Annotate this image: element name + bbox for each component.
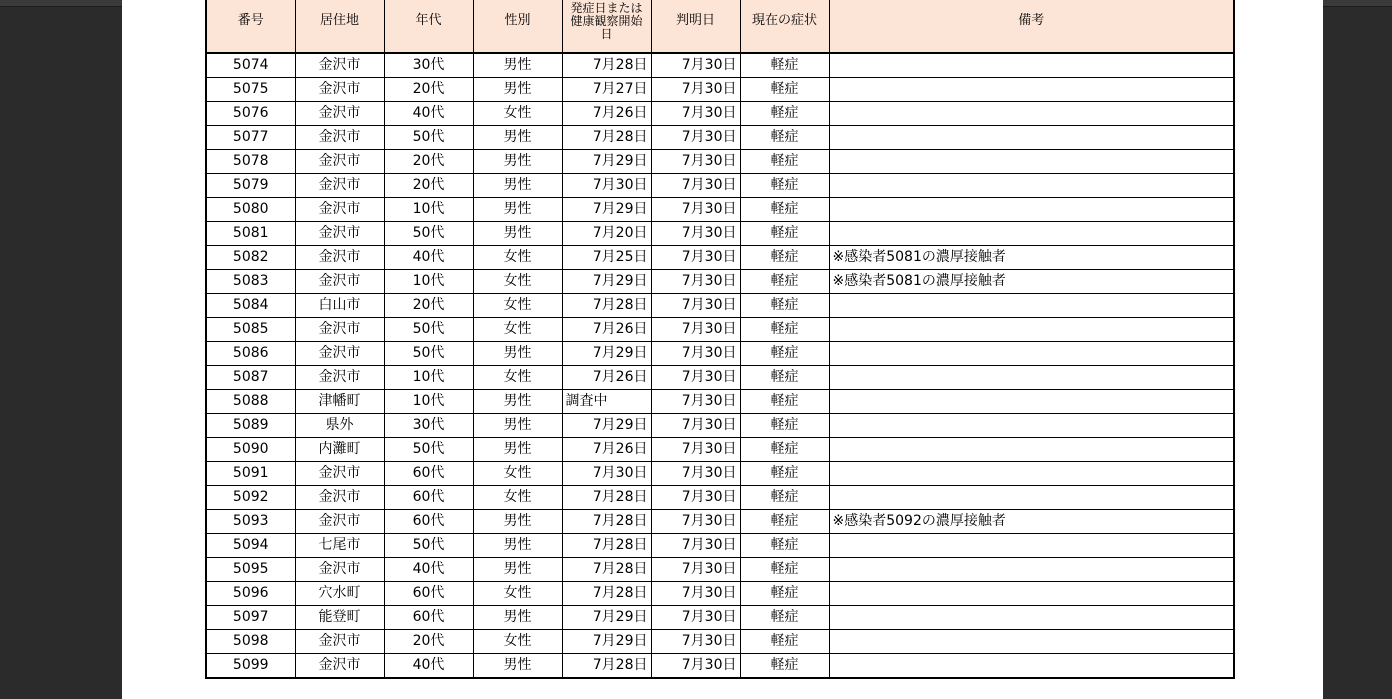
cell-no: 5089	[206, 414, 295, 438]
table-row	[206, 366, 1234, 390]
cell-confirmed-date: 7月30日	[651, 222, 740, 246]
cell-sex: 男性	[473, 174, 562, 198]
header-remarks: 備考	[829, 0, 1234, 53]
cell-confirmed-date: 7月30日	[651, 582, 740, 606]
cell-status: 軽症	[740, 486, 829, 510]
cell-age: 10代	[384, 390, 473, 414]
cell-no: 5077	[206, 126, 295, 150]
cell-remarks: ※感染者5081の濃厚接触者	[829, 246, 1234, 270]
cell-remarks	[829, 606, 1234, 630]
table-row	[206, 558, 1234, 582]
cell-no: 5076	[206, 102, 295, 126]
cell-status: 軽症	[740, 270, 829, 294]
cell-age: 40代	[384, 102, 473, 126]
cell-sex: 女性	[473, 462, 562, 486]
cell-onset-date: 7月28日	[562, 534, 651, 558]
cell-sex: 男性	[473, 558, 562, 582]
cell-sex: 男性	[473, 510, 562, 534]
cell-status: 軽症	[740, 294, 829, 318]
cell-remarks	[829, 318, 1234, 342]
table-row	[206, 318, 1234, 342]
cell-confirmed-date: 7月30日	[651, 558, 740, 582]
cell-no: 5096	[206, 582, 295, 606]
cell-remarks	[829, 102, 1234, 126]
cell-status: 軽症	[740, 102, 829, 126]
cell-no: 5082	[206, 246, 295, 270]
cell-age: 60代	[384, 486, 473, 510]
cell-age: 20代	[384, 150, 473, 174]
cell-onset-date: 7月26日	[562, 438, 651, 462]
cell-onset-date: 7月29日	[562, 606, 651, 630]
cell-sex: 男性	[473, 390, 562, 414]
cell-status: 軽症	[740, 342, 829, 366]
cell-status: 軽症	[740, 414, 829, 438]
cell-age: 50代	[384, 534, 473, 558]
table-row	[206, 294, 1234, 318]
cell-sex: 女性	[473, 630, 562, 654]
cell-remarks	[829, 654, 1234, 679]
table-row	[206, 270, 1234, 294]
cell-confirmed-date: 7月30日	[651, 294, 740, 318]
table-row	[206, 438, 1234, 462]
cell-onset-date: 7月29日	[562, 630, 651, 654]
table-row	[206, 390, 1234, 414]
cell-age: 30代	[384, 53, 473, 78]
cell-age: 10代	[384, 270, 473, 294]
cell-confirmed-date: 7月30日	[651, 150, 740, 174]
header-onset-date: 発症日または健康観察開始日	[562, 0, 651, 53]
cell-remarks	[829, 366, 1234, 390]
cell-status: 軽症	[740, 606, 829, 630]
cell-confirmed-date: 7月30日	[651, 318, 740, 342]
cell-no: 5091	[206, 462, 295, 486]
header-no: 番号	[206, 0, 295, 53]
cell-onset-date: 7月28日	[562, 486, 651, 510]
cell-no: 5099	[206, 654, 295, 679]
cell-remarks	[829, 198, 1234, 222]
cell-status: 軽症	[740, 126, 829, 150]
cell-status: 軽症	[740, 630, 829, 654]
table-row	[206, 606, 1234, 630]
cell-status: 軽症	[740, 53, 829, 78]
cell-no: 5080	[206, 198, 295, 222]
cell-sex: 男性	[473, 53, 562, 78]
cell-remarks	[829, 150, 1234, 174]
cell-no: 5088	[206, 390, 295, 414]
table-row	[206, 222, 1234, 246]
cell-status: 軽症	[740, 654, 829, 679]
cell-confirmed-date: 7月30日	[651, 270, 740, 294]
table-row	[206, 510, 1234, 534]
cell-remarks	[829, 558, 1234, 582]
cell-onset-date: 7月29日	[562, 150, 651, 174]
cell-no: 5081	[206, 222, 295, 246]
table-row	[206, 462, 1234, 486]
cell-remarks	[829, 294, 1234, 318]
cell-residence: 金沢市	[295, 318, 384, 342]
cell-no: 5092	[206, 486, 295, 510]
cell-residence: 県外	[295, 414, 384, 438]
cell-status: 軽症	[740, 174, 829, 198]
cell-age: 50代	[384, 438, 473, 462]
cell-status: 軽症	[740, 318, 829, 342]
cell-confirmed-date: 7月30日	[651, 246, 740, 270]
cell-age: 10代	[384, 366, 473, 390]
cell-confirmed-date: 7月30日	[651, 78, 740, 102]
cell-remarks	[829, 342, 1234, 366]
cell-onset-date: 7月28日	[562, 510, 651, 534]
cell-status: 軽症	[740, 150, 829, 174]
cell-no: 5098	[206, 630, 295, 654]
cell-no: 5093	[206, 510, 295, 534]
cell-residence: 金沢市	[295, 126, 384, 150]
cell-residence: 金沢市	[295, 150, 384, 174]
cell-sex: 男性	[473, 438, 562, 462]
cell-residence: 津幡町	[295, 390, 384, 414]
cell-confirmed-date: 7月30日	[651, 462, 740, 486]
cell-no: 5095	[206, 558, 295, 582]
header-status: 現在の症状	[740, 0, 829, 53]
cell-confirmed-date: 7月30日	[651, 414, 740, 438]
cell-onset-date: 7月30日	[562, 174, 651, 198]
table-row	[206, 582, 1234, 606]
cell-residence: 金沢市	[295, 510, 384, 534]
cell-no: 5084	[206, 294, 295, 318]
cell-residence: 穴水町	[295, 582, 384, 606]
table-row	[206, 414, 1234, 438]
cell-onset-date: 7月28日	[562, 558, 651, 582]
cell-remarks: ※感染者5092の濃厚接触者	[829, 510, 1234, 534]
cell-no: 5090	[206, 438, 295, 462]
cell-confirmed-date: 7月30日	[651, 606, 740, 630]
cell-confirmed-date: 7月30日	[651, 438, 740, 462]
cell-sex: 男性	[473, 126, 562, 150]
cell-residence: 金沢市	[295, 366, 384, 390]
cell-residence: 金沢市	[295, 486, 384, 510]
cell-onset-date: 7月30日	[562, 462, 651, 486]
cell-no: 5097	[206, 606, 295, 630]
cell-no: 5086	[206, 342, 295, 366]
table-row	[206, 78, 1234, 102]
cell-residence: 金沢市	[295, 462, 384, 486]
cell-age: 10代	[384, 198, 473, 222]
cell-no: 5094	[206, 534, 295, 558]
cell-confirmed-date: 7月30日	[651, 630, 740, 654]
cell-residence: 内灘町	[295, 438, 384, 462]
cell-age: 30代	[384, 414, 473, 438]
cell-onset-date: 7月29日	[562, 198, 651, 222]
cell-sex: 男性	[473, 222, 562, 246]
cell-onset-date: 7月28日	[562, 126, 651, 150]
cell-remarks	[829, 174, 1234, 198]
cell-residence: 金沢市	[295, 246, 384, 270]
cell-residence: 白山市	[295, 294, 384, 318]
table-row	[206, 174, 1234, 198]
cell-age: 40代	[384, 654, 473, 679]
cell-residence: 金沢市	[295, 174, 384, 198]
cell-age: 20代	[384, 630, 473, 654]
cell-onset-date: 7月29日	[562, 414, 651, 438]
table-row	[206, 342, 1234, 366]
cell-onset-date: 調査中	[562, 390, 651, 414]
cell-remarks	[829, 438, 1234, 462]
cell-age: 60代	[384, 462, 473, 486]
cell-status: 軽症	[740, 222, 829, 246]
cell-sex: 女性	[473, 366, 562, 390]
cell-sex: 男性	[473, 78, 562, 102]
cell-residence: 金沢市	[295, 222, 384, 246]
cell-status: 軽症	[740, 390, 829, 414]
cell-sex: 女性	[473, 318, 562, 342]
header-sex: 性別	[473, 0, 562, 53]
cell-residence: 金沢市	[295, 270, 384, 294]
cell-confirmed-date: 7月30日	[651, 342, 740, 366]
cell-confirmed-date: 7月30日	[651, 654, 740, 679]
cell-status: 軽症	[740, 366, 829, 390]
cell-confirmed-date: 7月30日	[651, 198, 740, 222]
cell-remarks	[829, 53, 1234, 78]
table-row	[206, 246, 1234, 270]
header-row	[206, 0, 1234, 53]
header-residence: 居住地	[295, 0, 384, 53]
cell-confirmed-date: 7月30日	[651, 102, 740, 126]
cell-sex: 男性	[473, 198, 562, 222]
cell-sex: 男性	[473, 654, 562, 679]
cell-onset-date: 7月26日	[562, 318, 651, 342]
table-row	[206, 198, 1234, 222]
cell-age: 40代	[384, 558, 473, 582]
cell-onset-date: 7月26日	[562, 102, 651, 126]
cell-sex: 女性	[473, 486, 562, 510]
cell-remarks	[829, 126, 1234, 150]
cell-remarks	[829, 582, 1234, 606]
cell-onset-date: 7月28日	[562, 582, 651, 606]
cell-status: 軽症	[740, 558, 829, 582]
cell-no: 5079	[206, 174, 295, 198]
cell-confirmed-date: 7月30日	[651, 366, 740, 390]
cell-age: 20代	[384, 294, 473, 318]
cell-residence: 金沢市	[295, 198, 384, 222]
cell-residence: 金沢市	[295, 558, 384, 582]
cell-sex: 男性	[473, 606, 562, 630]
cell-remarks	[829, 486, 1234, 510]
cell-sex: 男性	[473, 150, 562, 174]
cell-sex: 女性	[473, 270, 562, 294]
cell-no: 5078	[206, 150, 295, 174]
cell-confirmed-date: 7月30日	[651, 53, 740, 78]
cell-remarks	[829, 462, 1234, 486]
cell-onset-date: 7月28日	[562, 654, 651, 679]
cell-onset-date: 7月29日	[562, 342, 651, 366]
cell-sex: 男性	[473, 414, 562, 438]
case-table	[205, 0, 1235, 679]
cell-status: 軽症	[740, 582, 829, 606]
cell-sex: 男性	[473, 342, 562, 366]
cell-status: 軽症	[740, 198, 829, 222]
cell-remarks	[829, 78, 1234, 102]
cell-no: 5085	[206, 318, 295, 342]
cell-onset-date: 7月20日	[562, 222, 651, 246]
cell-remarks	[829, 390, 1234, 414]
cell-age: 40代	[384, 246, 473, 270]
cell-onset-date: 7月26日	[562, 366, 651, 390]
header-age: 年代	[384, 0, 473, 53]
cell-onset-date: 7月29日	[562, 270, 651, 294]
cell-status: 軽症	[740, 438, 829, 462]
cell-residence: 金沢市	[295, 654, 384, 679]
cell-status: 軽症	[740, 462, 829, 486]
cell-remarks	[829, 630, 1234, 654]
table-row	[206, 534, 1234, 558]
cell-age: 50代	[384, 342, 473, 366]
cell-confirmed-date: 7月30日	[651, 486, 740, 510]
cell-residence: 金沢市	[295, 53, 384, 78]
cell-remarks	[829, 414, 1234, 438]
cell-sex: 女性	[473, 246, 562, 270]
table-row	[206, 486, 1234, 510]
table-row	[206, 126, 1234, 150]
cell-sex: 女性	[473, 102, 562, 126]
cell-age: 20代	[384, 78, 473, 102]
cell-no: 5074	[206, 53, 295, 78]
cell-confirmed-date: 7月30日	[651, 390, 740, 414]
cell-residence: 金沢市	[295, 102, 384, 126]
cell-confirmed-date: 7月30日	[651, 534, 740, 558]
cell-age: 60代	[384, 510, 473, 534]
cell-age: 20代	[384, 174, 473, 198]
cell-onset-date: 7月27日	[562, 78, 651, 102]
cell-age: 50代	[384, 126, 473, 150]
cell-confirmed-date: 7月30日	[651, 174, 740, 198]
table-row	[206, 630, 1234, 654]
case-table-body	[206, 53, 1234, 678]
cell-residence: 金沢市	[295, 342, 384, 366]
cell-age: 60代	[384, 582, 473, 606]
cell-status: 軽症	[740, 510, 829, 534]
cell-residence: 能登町	[295, 606, 384, 630]
cell-residence: 七尾市	[295, 534, 384, 558]
cell-sex: 女性	[473, 582, 562, 606]
cell-sex: 男性	[473, 534, 562, 558]
cell-confirmed-date: 7月30日	[651, 126, 740, 150]
cell-status: 軽症	[740, 78, 829, 102]
cell-age: 50代	[384, 318, 473, 342]
cell-onset-date: 7月25日	[562, 246, 651, 270]
cell-confirmed-date: 7月30日	[651, 510, 740, 534]
cell-sex: 女性	[473, 294, 562, 318]
table-row	[206, 150, 1234, 174]
cell-residence: 金沢市	[295, 630, 384, 654]
document-page	[122, 0, 1323, 699]
cell-status: 軽症	[740, 534, 829, 558]
table-row	[206, 53, 1234, 78]
cell-age: 60代	[384, 606, 473, 630]
cell-residence: 金沢市	[295, 78, 384, 102]
cell-onset-date: 7月28日	[562, 294, 651, 318]
cell-remarks	[829, 534, 1234, 558]
table-row	[206, 654, 1234, 679]
table-row	[206, 102, 1234, 126]
cell-remarks	[829, 222, 1234, 246]
cell-no: 5083	[206, 270, 295, 294]
cell-no: 5075	[206, 78, 295, 102]
cell-no: 5087	[206, 366, 295, 390]
cell-status: 軽症	[740, 246, 829, 270]
cell-age: 50代	[384, 222, 473, 246]
header-confirmed-date: 判明日	[651, 0, 740, 53]
cell-remarks: ※感染者5081の濃厚接触者	[829, 270, 1234, 294]
cell-onset-date: 7月28日	[562, 53, 651, 78]
